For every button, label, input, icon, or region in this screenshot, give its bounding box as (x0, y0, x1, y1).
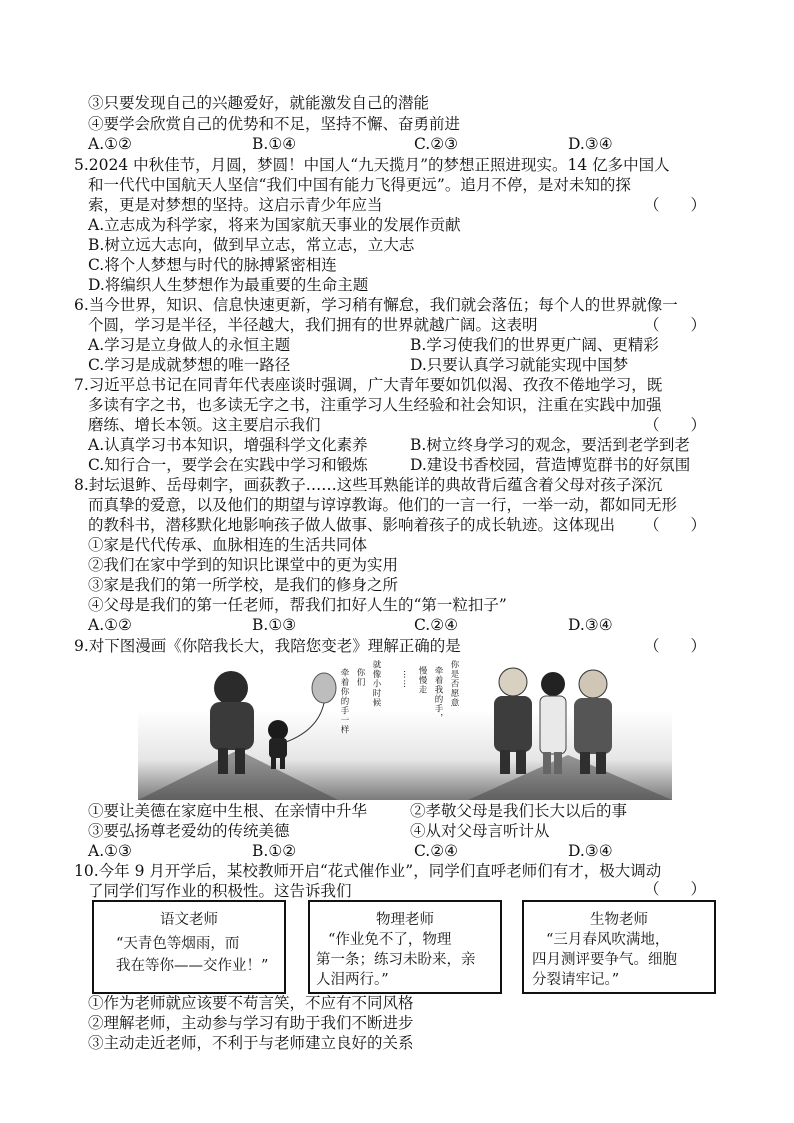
physics-teacher-line-1: “作业免不了，物理 (328, 932, 452, 948)
q4-option-a: A.①② (88, 135, 132, 153)
q5-option-a: A.立志成为科学家，将来为国家航天事业的发展作贡献 (88, 216, 461, 234)
q7-answer-paren: （ ） (644, 416, 707, 434)
cartoon-right-text-1: 你是否愿意 (449, 660, 459, 708)
q8-item-4: ④父母是我们的第一任老师，帮我们扣好人生的“第一粒扣子” (88, 596, 507, 614)
q9-item-3: ③要弘扬尊老爱幼的传统美德 (88, 822, 290, 840)
q7-option-a: A.认真学习书本知识，增强科学文化素养 (88, 436, 368, 454)
biology-teacher-line-1: “三月春风吹满地， (546, 932, 670, 948)
q9-item-2: ②孝敬父母是我们长大以后的事 (410, 802, 628, 820)
physics-teacher-line-3: 人泪两行。” (316, 972, 389, 988)
q5-option-b: B.树立远大志向，做到早立志，常立志，立大志 (88, 236, 415, 254)
physics-teacher-box (308, 900, 502, 994)
q6-option-d: D.只要认真学习就能实现中国梦 (410, 356, 629, 374)
q9-answer-paren: （ ） (644, 637, 707, 655)
q8-item-1: ①家是代代传承、血脉相连的生活共同体 (88, 536, 368, 554)
q4-option-c: C.②③ (414, 135, 459, 153)
q10-item-3: ③主动走近老师，不利于与老师建立良好的关系 (88, 1034, 414, 1052)
q10-answer-paren: （ ） (644, 880, 707, 898)
cartoon-illustration (138, 660, 672, 800)
biology-teacher-line-2: 四月测评要争气。细胞 (532, 952, 677, 968)
q8-stem-line-3: 的教科书，潜移默化地影响孩子做人做事、影响着孩子的成长轨迹。这体现出 (88, 516, 616, 534)
q4-item-4: ④要学会欣赏自己的优势和不足，坚持不懈、奋勇前进 (88, 115, 461, 133)
physics-teacher-title: 物理老师 (376, 912, 434, 928)
q8-stem-line-1: 8.封坛退鲊、岳母刺字，画荻教子……这些耳熟能详的典故背后蕴含着父母对孩子深沉 (74, 476, 663, 494)
physics-teacher-line-2: 第一条；练习未盼来，亲 (316, 952, 476, 968)
q9-option-c: C.②④ (414, 842, 459, 860)
q8-option-c: C.②④ (414, 616, 459, 634)
q7-option-d: D.建设书香校园，营造博览群书的好氛围 (410, 456, 691, 474)
q5-stem-line-1: 5.2024 中秋佳节，月圆，梦圆！中国人“九天揽月”的梦想正照进现实。14 亿多中国人 (74, 156, 670, 174)
biology-teacher-title: 生物老师 (590, 912, 648, 928)
q5-stem-line-3: 索，更是对梦想的坚持。这启示青少年应当 (88, 196, 383, 214)
q7-option-c: C.知行合一，要学会在实践中学习和锻炼 (88, 456, 368, 474)
q10-stem-line-2: 了同学们写作业的积极性。这告诉我们 (88, 882, 352, 900)
q5-stem-line-2: 和一代代中国航天人坚信“我们中国有能力飞得更远”。追月不停，是对未知的探 (88, 176, 631, 194)
q6-answer-paren: （ ） (644, 316, 707, 334)
biology-teacher-box (522, 900, 716, 994)
chinese-teacher-line-1: “天青色等烟雨，而 (116, 936, 240, 952)
q6-option-a: A.学习是立身做人的永恒主题 (88, 336, 291, 354)
q4-option-b: B.①④ (252, 135, 297, 153)
cartoon-left-text-2: 你们 (355, 668, 365, 687)
q6-option-c: C.学习是成就梦想的唯一路径 (88, 356, 291, 374)
q8-stem-line-2: 而真挚的爱意，以及他们的期望与谆谆教诲。他们的一言一行，一举一动，都如同无形 (88, 496, 678, 514)
q9-item-4: ④从对父母言听计从 (410, 822, 550, 840)
q9-option-a: A.①③ (88, 842, 132, 860)
cartoon-left-text-3: 牵着你的手一样 (339, 668, 349, 735)
q8-answer-paren: （ ） (644, 516, 707, 534)
biology-teacher-line-3: 分裂请牢记。” (532, 972, 620, 988)
q9-option-b: B.①② (252, 842, 297, 860)
q9-stem: 9.对下图漫画《你陪我长大，我陪您变老》理解正确的是 (74, 637, 461, 655)
q8-option-b: B.①③ (252, 616, 297, 634)
q8-option-d: D.③④ (568, 616, 613, 634)
q5-option-c: C.将个人梦想与时代的脉搏紧密相连 (88, 256, 337, 274)
cartoon-right-text-2: 牵着我的手， (433, 666, 443, 723)
q10-item-2: ②理解老师，主动参与学习有助于我们不断进步 (88, 1014, 414, 1032)
q8-item-2: ②我们在家中学到的知识比课堂中的更为实用 (88, 556, 399, 574)
chinese-teacher-title: 语文老师 (160, 912, 218, 928)
q7-option-b: B.树立终身学习的观念，要活到老学到老 (410, 436, 690, 454)
q6-option-b: B.学习使我们的世界更广阔、更精彩 (410, 336, 659, 354)
q10-item-1: ①作为老师就应该要不苟言笑，不应有不同风格 (88, 994, 414, 1012)
q10-stem-line-1: 10.今年 9 月开学后，某校教师开启“花式催作业”，同学们直呼老师们有才，极大调动 (74, 862, 662, 880)
chinese-teacher-box (92, 900, 286, 994)
q9-item-1: ①要让美德在家庭中生根、在亲情中升华 (88, 802, 368, 820)
cartoon-left-text-1: 就像小时候 (371, 660, 381, 708)
q8-item-3: ③家是我们的第一所学校，是我们的修身之所 (88, 576, 399, 594)
q7-stem-line-1: 7.习近平总书记在同青年代表座谈时强调，广大青年要如饥似渴、孜孜不倦地学习，既 (74, 376, 663, 394)
q7-stem-line-2: 多读有字之书，也多读无字之书，注重学习人生经验和社会知识，注重在实践中加强 (88, 396, 662, 414)
cartoon-right-text-3: 慢慢走 (417, 666, 427, 695)
q5-option-d: D.将编织人生梦想作为最重要的生命主题 (88, 276, 369, 294)
q6-stem-line-1: 6.当今世界，知识、信息快速更新，学习稍有懈怠，我们就会落伍；每个人的世界就像一 (74, 296, 678, 314)
q9-option-d: D.③④ (568, 842, 613, 860)
q6-stem-line-2: 个圆，学习是半径，半径越大，我们拥有的世界就越广阔。这表明 (88, 316, 538, 334)
q4-option-d: D.③④ (568, 135, 613, 153)
q5-answer-paren: （ ） (644, 196, 707, 214)
cartoon-ellipsis: …… (401, 670, 411, 689)
chinese-teacher-line-2: 我在等你——交作业！” (116, 958, 269, 974)
q8-option-a: A.①② (88, 616, 132, 634)
q4-item-3: ③只要发现自己的兴趣爱好，就能激发自己的潜能 (88, 94, 430, 112)
q7-stem-line-3: 磨练、增长本领。这主要启示我们 (88, 416, 321, 434)
